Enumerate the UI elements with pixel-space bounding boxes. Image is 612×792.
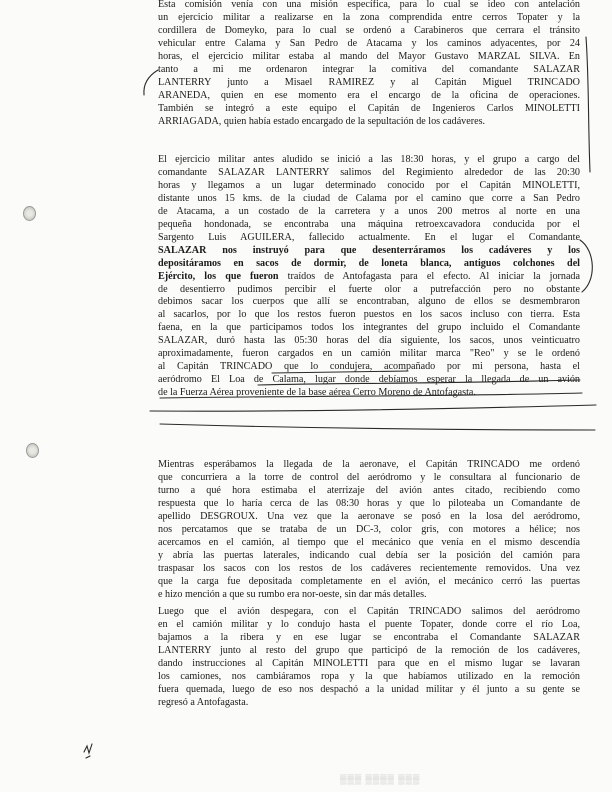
text-line: LANTERRY junto a Misael RAMIREZ y al Capitán Miguel TRINCADO — [158, 76, 580, 88]
text-line-underlined: de la Fuerza Aérea proveniente de la base aérea Cerro Moreno de Antofagasta. — [158, 387, 476, 399]
text-line: que concurriera a la torre de control del aeródromo y le consultara al funcionario de — [158, 471, 580, 483]
text-line: faena, en la que participamos todos los integrantes del grupo incluido el Comandante — [158, 322, 580, 334]
pen-scribble — [84, 744, 92, 758]
paragraph-4 — [158, 606, 580, 710]
text-line-underlined: al Capitán TRINCADO que lo condujera, acompañado por mi persona, hasta el — [158, 361, 580, 373]
text-line: los camiones, nos cambiáramos ropa y la que habíamos utilizado en la remoción — [158, 670, 580, 682]
pen-bracket-left — [144, 70, 158, 95]
text-line: respuesta que lo haría cerca de las 08:30 horas y que lo piloteaba un Comandante de — [158, 497, 580, 509]
text-line: También se integró a este equipo el Capitán de Ingenieros Carlos MINOLETTI — [158, 102, 580, 114]
punch-hole-bottom — [26, 443, 39, 458]
text-line: Sargento Luis AGUILERA, fallecido actualmente. En el lugar el Comandante — [158, 231, 580, 243]
text-line: ARANEDA, quien en ese momento era el encargo de la oficina de operaciones. — [158, 89, 580, 101]
text-line-underlined: aproximadamente, fueron cargados en un camión militar marca "Reo" y se le ordenó — [158, 348, 580, 360]
text-line: LANTERRY junto al resto del grupo que participó de la remoción de los cadáveres, — [158, 644, 580, 656]
text-line-underlined: aeródromo El Loa de Calama, lugar donde debíamos esperar la llegada de un avión — [158, 374, 580, 386]
text-line: debimos sacar los cuerpos que allí se encontraban, alguno de ellos se desmembraron — [158, 296, 580, 308]
text-bold-run: Ejército, los que fueron — [158, 270, 279, 282]
text-line: al sacarlos, por lo que los restos fueron puestos en los sacos incluso con tierra. Esta — [158, 309, 580, 321]
text-line: vehicular entre Calama y San Pedro de Atacama y los caminos adyacentes, por 24 — [158, 37, 580, 49]
text-line: horas y llegamos a un lugar determinado conocido por el Capitán MINOLETTI, — [158, 179, 580, 191]
text-line-bold: depositáramos en sacos de dormir, de loneta blanca, antiguos colchones del — [158, 257, 580, 269]
text-line: comandante SALAZAR LANTERRY salimos del Regimiento alrededor de las 20:30 — [158, 166, 580, 178]
text-line: apellido DESGROUX. Una vez que la aeronave se posó en la losa del aeródromo, — [158, 510, 580, 522]
text-line: tanto a mi me ordenaron integrar la comitiva del comandante SALAZAR — [158, 63, 580, 75]
text-line: un ejercicio militar a realizarse en la zona comprendida entre cerros Topater y la — [158, 11, 580, 23]
text-line: SALAZAR, duró hasta las 05:30 horas del día siguiente, los sacos, unos veinticuatro — [158, 335, 580, 347]
text-line: regresó a Antofagasta. — [158, 696, 249, 708]
text-line: Mientras esperábamos la llegada de la aeronave, el Capitán TRINCADO me ordenó — [158, 459, 580, 470]
text-line: traspasar los sacos con los restos de los cadáveres recientemente removidos. Una vez — [158, 562, 580, 574]
text-line: e hizo mención a que su rumbo era nor-oeste, sin dar más detalles. — [158, 588, 427, 600]
text-line: Luego que el avión despegara, con el Capitán TRINCADO salimos del aeródromo — [158, 606, 580, 617]
text-line: acercamos en el camión, al tiempo que el mecánico que venía en el mismo descendía — [158, 536, 580, 548]
text-line: pequeña hondonada, se encontraba una máquina retroexcavadora conducida por el — [158, 218, 580, 230]
pen-bracket-right — [580, 240, 592, 292]
text-line: El ejercicio militar antes aludido se inició a las 18:30 horas, y el grupo a cargo del — [158, 154, 580, 165]
text-line: de Atacama, a un costado de la carretera y a unos 200 metros al norte en una — [158, 205, 580, 217]
paragraph-2 — [158, 154, 580, 400]
text-line: de desentierro pudimos percibir el fuerte olor a putrefacción pero no obstante — [158, 283, 580, 295]
text-line: y abría las puertas laterales, indicando cual debía ser la posición del camión para — [158, 549, 580, 561]
text-line: en el camión militar y lo condujo hasta el puente Topater, donde corre el río Loa, — [158, 618, 580, 630]
paragraph-1 — [158, 0, 580, 129]
text-line: fuera quemada, luego de eso nos despachó a la unidad militar y él junto a su gente se — [158, 683, 580, 695]
text-line: bajamos a la ribera y en ese lugar se encontraba el Comandante SALAZAR — [158, 631, 580, 643]
text-line: horas, el ejercicio militar estaba al mando del Mayor Gustavo MARZAL SILVA. En — [158, 50, 580, 62]
text-line: Esta comisión venía con una misión específica, para lo cual se ideo con antelación — [158, 0, 580, 10]
text-line: nos percatamos que se trataba de un DC-3, color gris, con motores a hélice; nos — [158, 523, 580, 535]
bleed-through-smudge: ▒▒▒ ▒▒▒▒ ▒▒▒ — [340, 774, 421, 784]
text-line: cordillera de Domeyko, para lo cual se ordenó a Carabineros que cerrara el tránsito — [158, 24, 580, 36]
text-line-mixed: Ejército, los que fueron traídos de Antofagasta para el efecto. Al iniciar la jornada — [158, 270, 580, 282]
text-line: ARRIAGADA, quien había estado encargado de la sepultación de los cadáveres. — [158, 115, 486, 127]
text-line: turno a qué hora estimaba el aterrizaje del avión antes citado, recibiendo como — [158, 484, 580, 496]
pen-underline-4 — [150, 405, 596, 411]
text-line: dando instrucciones al Capitán MINOLETTI para que en el mismo lugar se lavaran — [158, 657, 580, 669]
punch-hole-top — [23, 206, 36, 221]
text-line: que la carga fue depositada completamente en el avión, el mecánico cerró las puertas — [158, 575, 580, 587]
pen-margin-line-right — [586, 37, 590, 172]
pen-underline-5 — [160, 424, 595, 430]
paragraph-3 — [158, 459, 580, 601]
text-line-bold: SALAZAR nos instruyó para que desenterráramos los cadáveres y los — [158, 244, 580, 256]
text-line: distante unos 15 kms. de la ciudad de Calama por el camino que corre a San Pedro — [158, 192, 580, 204]
